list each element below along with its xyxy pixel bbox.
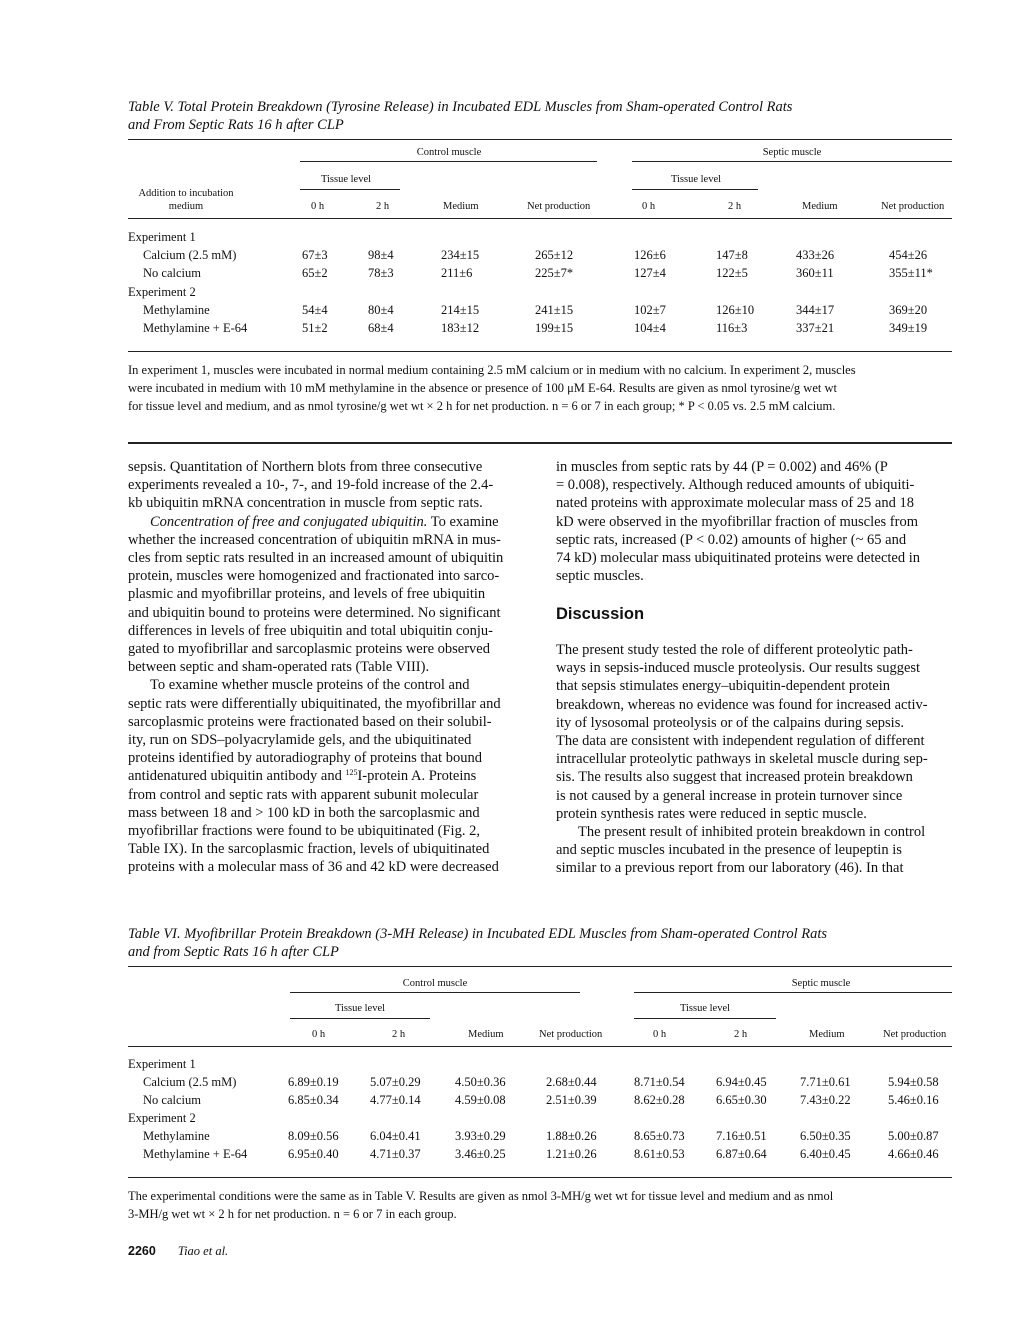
table5-cell: 265±12	[535, 248, 574, 262]
body-text-line: nated proteins with approximate molecular mass of 25 and 18	[556, 495, 914, 512]
table6-cell: 5.94±0.58	[888, 1075, 939, 1089]
table6-cell: 7.71±0.61	[800, 1075, 851, 1089]
table6-control-tissue-rule	[290, 1018, 430, 1019]
table5-row-label: Methylamine	[143, 303, 210, 317]
table5-col-header: Net production	[881, 201, 945, 212]
table5-septic-tissue-level-header: Tissue level	[670, 174, 722, 185]
table6-cell: 7.43±0.22	[800, 1093, 851, 1107]
body-text-line: similar to a previous report from our laboratory (46). In that	[556, 860, 904, 877]
body-text-line-with-sup	[128, 767, 526, 785]
table5-cell: 116±3	[716, 321, 748, 335]
table6-cell: 6.65±0.30	[716, 1093, 767, 1107]
table5-caption-line: and From Septic Rats 16 h after CLP	[128, 117, 344, 133]
body-text-line: = 0.008), respectively. Although reduced amounts of ubiquiti-	[556, 477, 915, 494]
body-text-line: whether the increased concentration of ubiquitin mRNA in mus-	[128, 531, 501, 548]
table5-bottom-rule	[128, 351, 952, 352]
table5-col-header: 2 h	[376, 201, 390, 212]
table6-control-tissue-level-header: Tissue level	[334, 1003, 386, 1014]
table5-septic-group-header: Septic muscle	[762, 147, 822, 158]
table6-cell: 4.71±0.37	[370, 1147, 421, 1161]
table6-cell: 8.65±0.73	[634, 1129, 685, 1143]
table6-col-header: Net production	[539, 1029, 603, 1040]
table5-caption-line: Table V. Total Protein Breakdown (Tyrosine Release) in Incubated EDL Muscles from Sham-operated Control Rats	[128, 99, 793, 115]
table5-header-rule	[128, 218, 952, 219]
table6-septic-tissue-rule	[634, 1018, 776, 1019]
table5-cell: 80±4	[368, 303, 394, 317]
body-text-line: cles from septic rats resulted in an increased amount of ubiquitin	[128, 550, 504, 567]
table6-col-header: Net production	[883, 1029, 947, 1040]
table6-header-rule	[128, 1046, 952, 1047]
body-text-line: from control and septic rats with apparent subunit molecular	[128, 786, 479, 803]
table5-cell: 67±3	[302, 248, 328, 262]
page-number: 2260	[128, 1244, 156, 1258]
table5-footnote-line: for tissue level and medium, and as nmol tyrosine/g wet wt × 2 h for net production. n = 6 or 7 in each group; * P < 0.05 vs. 2.5 mM calcium.	[128, 399, 836, 413]
table6-col-header: 0 h	[312, 1029, 326, 1040]
table6-cell: 2.68±0.44	[546, 1075, 597, 1089]
table6-cell: 4.77±0.14	[370, 1093, 421, 1107]
table5-cell: 104±4	[634, 321, 666, 335]
body-right-column-top	[556, 458, 954, 585]
body-text-line: breakdown, whereas no evidence was found for increased activ-	[556, 696, 928, 713]
table5-col-header: 0 h	[642, 201, 656, 212]
table6-septic-tissue-level-header: Tissue level	[679, 1003, 731, 1014]
body-text-line: and ubiquitin bound to proteins were determined. No significant	[128, 604, 501, 621]
body-text-fragment: I-protein A. Proteins	[357, 768, 477, 785]
table5-cell: 51±2	[302, 321, 328, 335]
table6-col-header: 0 h	[653, 1029, 667, 1040]
table6-septic-group-rule	[634, 992, 952, 993]
table6-cell: 4.59±0.08	[455, 1093, 506, 1107]
table5-col-header: Medium	[443, 201, 479, 212]
body-text-line: ity, run on SDS–polyacrylamide gels, and the ubiquitinated	[128, 732, 472, 749]
table6-col-header: Medium	[809, 1029, 845, 1040]
table6-top-rule	[128, 966, 952, 967]
table6-row-label: Calcium (2.5 mM)	[143, 1075, 237, 1089]
table5-septic-tissue-rule	[632, 189, 758, 190]
table5-top-rule	[128, 139, 952, 140]
table5-row-label: Methylamine + E-64	[143, 321, 248, 335]
table5-col-header: 2 h	[728, 201, 742, 212]
table6-caption	[128, 925, 958, 961]
table6-cell: 8.71±0.54	[634, 1075, 685, 1089]
table5-control-tissue-rule	[300, 189, 400, 190]
table6-cell: 3.46±0.25	[455, 1147, 506, 1161]
table5-cell: 211±6	[441, 266, 473, 280]
table5-cell: 65±2	[302, 266, 328, 280]
table5-cell: 126±6	[634, 248, 666, 262]
table6-row-label: Experiment 1	[128, 1057, 196, 1071]
table5-row-label: Experiment 2	[128, 285, 196, 299]
iodine-isotope-sup: 125	[345, 768, 358, 778]
table6-cell: 6.50±0.35	[800, 1129, 851, 1143]
table5-cell: 360±11	[796, 266, 834, 280]
table5-row-label-header: Addition to incubation	[138, 188, 234, 199]
body-text-line: and septic muscles incubated in the presence of leupeptin is	[556, 842, 902, 859]
table6-cell: 6.89±0.19	[288, 1075, 339, 1089]
running-authors: Tiao et al.	[177, 1244, 229, 1258]
body-text-line: between septic and sham-operated rats (Table VIII).	[128, 659, 430, 676]
body-text-line: kb ubiquitin mRNA concentration in muscle from septic rats.	[128, 495, 483, 512]
table6-footnote	[128, 1187, 953, 1223]
table6-cell: 6.94±0.45	[716, 1075, 767, 1089]
table5-cell: 225±7*	[535, 266, 574, 280]
table5-cell: 183±12	[441, 321, 480, 335]
body-text-line: proteins identified by autoradiography of proteins that bound	[128, 750, 482, 767]
body-text-line: differences in levels of free ubiquitin and total ubiquitin conju-	[128, 622, 493, 639]
table5-cell: 369±20	[889, 303, 928, 317]
body-text-line: septic rats, increased (P < 0.02) amounts of higher (~ 65 and	[556, 531, 907, 548]
body-text-line: that sepsis stimulates energy–ubiquitin-dependent protein	[556, 678, 890, 695]
table5-col-header: Net production	[527, 201, 591, 212]
subhead-italic: Concentration of free and conjugated ubiquitin.	[150, 513, 428, 530]
body-text-line: 74 kD) molecular mass ubiquitinated proteins were detected in	[556, 550, 921, 567]
body-text-line: proteins with a molecular mass of 36 and 42 kD were decreased	[128, 859, 499, 876]
table6-cell: 5.46±0.16	[888, 1093, 939, 1107]
table6-cell: 8.09±0.56	[288, 1129, 339, 1143]
body-text-line: kD were observed in the myofibrillar fraction of muscles from	[556, 513, 918, 530]
table6-caption-line: Table VI. Myofibrillar Protein Breakdown (3-MH Release) in Incubated EDL Muscles from Sham-operated Control Rats	[128, 926, 827, 942]
table5-cell: 344±17	[796, 303, 835, 317]
table6-footnote-line: The experimental conditions were the same as in Table V. Results are given as nmol 3-MH/g wet wt for tissue level and medium and as nmol	[128, 1189, 834, 1203]
table5-row-label-header: medium	[168, 201, 204, 212]
table5-septic-group-rule	[632, 161, 952, 162]
table5-col-header: 0 h	[311, 201, 325, 212]
table5-footnote-line: In experiment 1, muscles were incubated in normal medium containing 2.5 mM calcium or in medium with no calcium. In experiment 2, muscles	[128, 363, 856, 377]
body-text-line: protein synthesis rates were reduced in septic muscle.	[556, 805, 867, 822]
body-text-line: sis. The results also suggest that increased protein breakdown	[556, 769, 913, 786]
page-footer	[128, 1244, 228, 1259]
table5-cell: 199±15	[535, 321, 574, 335]
body-text-line: septic rats were differentially ubiquitinated, the myofibrillar and	[128, 695, 501, 712]
table5-cell: 214±15	[441, 303, 480, 317]
table6-cell: 7.16±0.51	[716, 1129, 767, 1143]
table6-control-group-header: Control muscle	[402, 978, 468, 989]
table6-row-label: Methylamine + E-64	[143, 1147, 248, 1161]
table6-row-label: No calcium	[143, 1093, 201, 1107]
body-text-line: The data are consistent with independent regulation of different	[556, 733, 925, 750]
table5-row-label: Experiment 1	[128, 230, 196, 244]
table6-col-header: 2 h	[734, 1029, 748, 1040]
body-text-line: intracellular proteolytic pathways in skeletal muscle during sep-	[556, 751, 928, 768]
table5-cell: 68±4	[368, 321, 394, 335]
table5-cell: 98±4	[368, 248, 394, 262]
body-text-line: protein, muscles were homogenized and fractionated into sarco-	[128, 568, 500, 585]
table6-cell: 1.21±0.26	[546, 1147, 597, 1161]
table6-cell: 6.95±0.40	[288, 1147, 339, 1161]
subhead-line	[128, 513, 526, 531]
table5-cell: 454±26	[889, 248, 928, 262]
table6-cell: 6.85±0.34	[288, 1093, 339, 1107]
table6-cell: 6.87±0.64	[716, 1147, 767, 1161]
table6-control-group-rule	[290, 992, 580, 993]
table5-cell: 433±26	[796, 248, 835, 262]
table6-cell: 2.51±0.39	[546, 1093, 597, 1107]
body-text-fragment: antidenatured ubiquitin antibody and	[128, 768, 346, 785]
table5-cell: 241±15	[535, 303, 574, 317]
body-text-line: is not caused by a general increase in protein turnover since	[556, 787, 903, 804]
table5-cell: 126±10	[716, 303, 755, 317]
table5-control-group-header: Control muscle	[416, 147, 482, 158]
table5-cell: 127±4	[634, 266, 666, 280]
table6-col-header: 2 h	[392, 1029, 406, 1040]
section-separator-rule	[128, 442, 952, 444]
table6-row-label: Experiment 2	[128, 1111, 196, 1125]
table5-footnote	[128, 361, 953, 415]
body-left-column	[128, 458, 526, 877]
table5-footnote-line: were incubated in medium with 10 mM methylamine in the absence or presence of 100 μM E-64. Results are given as nmol tyrosine/g wet wt	[128, 381, 837, 395]
table6-septic-group-header: Septic muscle	[791, 978, 851, 989]
table6-cell: 8.62±0.28	[634, 1093, 685, 1107]
table6-col-header: Medium	[468, 1029, 504, 1040]
table6-cell: 6.04±0.41	[370, 1129, 421, 1143]
body-right-column-bottom	[556, 641, 954, 878]
table5-cell: 78±3	[368, 266, 394, 280]
table5-cell: 337±21	[796, 321, 835, 335]
table5-control-group-rule	[300, 161, 597, 162]
body-text-line: mass between 18 and > 100 kD in both the sarcoplasmic and	[128, 804, 480, 821]
table5-cell: 349±19	[889, 321, 928, 335]
table5-cell: 54±4	[302, 303, 328, 317]
body-text-line: The present study tested the role of different proteolytic path-	[556, 642, 913, 658]
table6-row-label: Methylamine	[143, 1129, 210, 1143]
table6-cell: 1.88±0.26	[546, 1129, 597, 1143]
body-text-line: To examine whether muscle proteins of the control and	[150, 677, 470, 694]
table6-bottom-rule	[128, 1177, 952, 1178]
body-text-line: gated to myofibrillar and sarcoplasmic proteins were observed	[128, 641, 490, 658]
table6-cell: 8.61±0.53	[634, 1147, 685, 1161]
table5-caption	[128, 98, 958, 134]
body-text-line: experiments revealed a 10-, 7-, and 19-fold increase of the 2.4-	[128, 477, 494, 494]
body-text-line: septic muscles.	[556, 568, 644, 585]
body-text-line: The present result of inhibited protein breakdown in control	[578, 824, 926, 841]
body-text-line: ways in sepsis-induced muscle proteolysis. Our results suggest	[556, 660, 921, 677]
table6-footnote-line: 3-MH/g wet wt × 2 h for net production. n = 6 or 7 in each group.	[128, 1207, 457, 1221]
table6-caption-line: and from Septic Rats 16 h after CLP	[128, 944, 339, 960]
table5-cell: 234±15	[441, 248, 480, 262]
body-text-line: myofibrillar fractions were found to be ubiquitinated (Fig. 2,	[128, 823, 480, 840]
table5-control-tissue-level-header: Tissue level	[320, 174, 372, 185]
table6-cell: 3.93±0.29	[455, 1129, 506, 1143]
subhead-rest: To examine	[427, 513, 499, 530]
table5-row-label: No calcium	[143, 266, 201, 280]
table6-cell: 4.50±0.36	[455, 1075, 506, 1089]
table5-cell: 102±7	[634, 303, 666, 317]
table6-cell: 6.40±0.45	[800, 1147, 851, 1161]
body-text-line: sepsis. Quantitation of Northern blots from three consecutive	[128, 459, 483, 475]
body-text-line: in muscles from septic rats by 44 (P = 0.002) and 46% (P	[556, 459, 888, 475]
body-text-line: sarcoplasmic proteins were fractionated based on their solubil-	[128, 713, 492, 730]
table5-cell: 122±5	[716, 266, 748, 280]
table6-cell: 5.00±0.87	[888, 1129, 939, 1143]
body-text-line: Table IX). In the sarcoplasmic fraction, levels of ubiquitinated	[128, 841, 490, 858]
table5-cell: 355±11*	[889, 266, 933, 280]
table5-row-label: Calcium (2.5 mM)	[143, 248, 237, 262]
discussion-heading: Discussion	[556, 605, 645, 623]
body-text-line: plasmic and myofibrillar proteins, and levels of free ubiquitin	[128, 586, 486, 603]
table6-cell: 4.66±0.46	[888, 1147, 939, 1161]
table5-col-header: Medium	[802, 201, 838, 212]
body-text-line: ity of lysosomal proteolysis or of the calpains during sepsis.	[556, 714, 904, 731]
table5-cell: 147±8	[716, 248, 748, 262]
table6-cell: 5.07±0.29	[370, 1075, 421, 1089]
